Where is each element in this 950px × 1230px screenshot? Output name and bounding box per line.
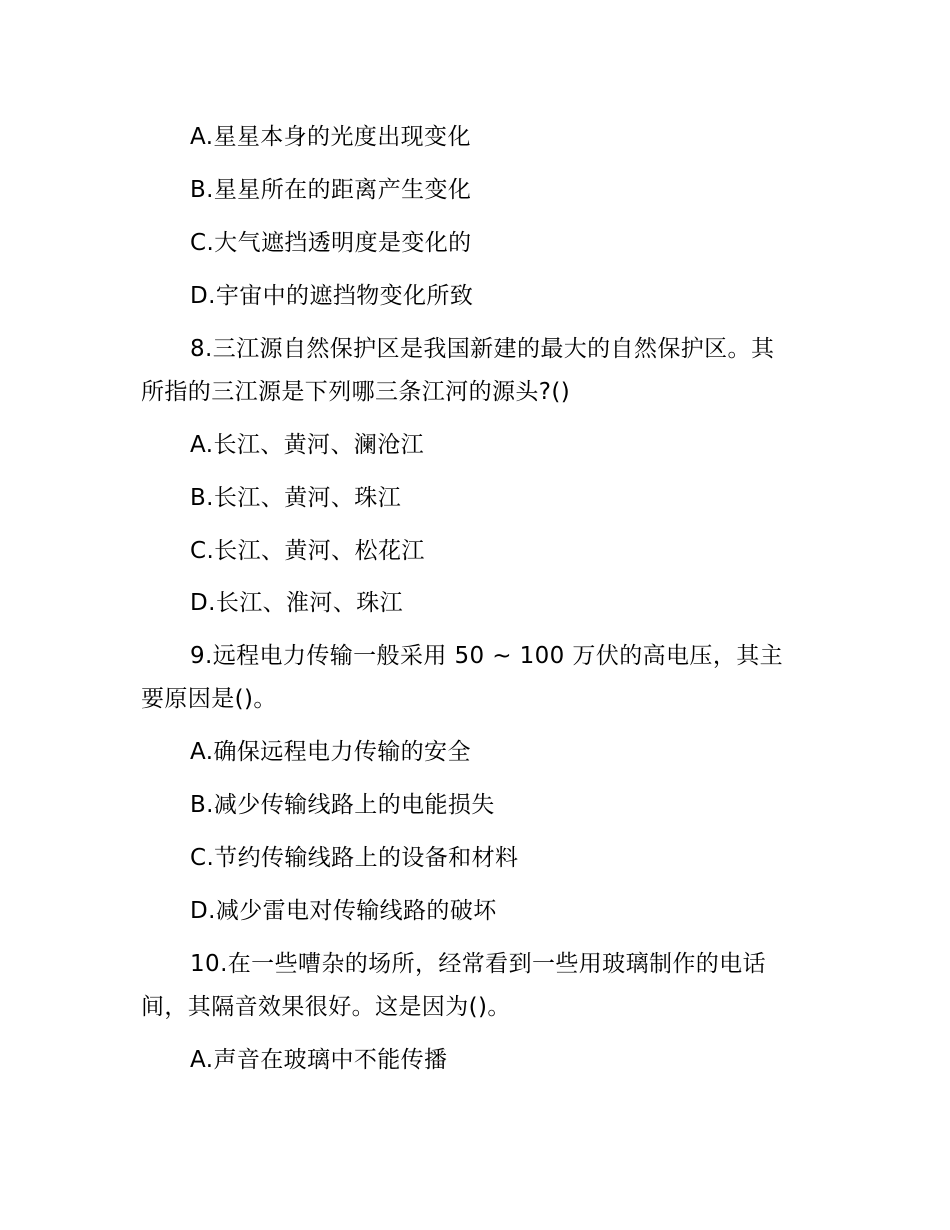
q9-text-line2: 要原因是()。: [141, 686, 277, 712]
q9-text-line1: 9.远程电力传输一般采用 50 ~ 100 万伏的高电压，其主: [190, 643, 784, 669]
q10-text-line2: 间，其隔音效果很好。这是因为()。: [141, 994, 511, 1020]
q9-option-d: D.减少雷电对传输线路的破坏: [190, 898, 497, 924]
q8-option-a: A.长江、黄河、澜沧江: [190, 432, 425, 458]
q8-option-b: B.长江、黄河、珠江: [190, 485, 402, 511]
q7-option-d: D.宇宙中的遮挡物变化所致: [190, 283, 474, 309]
q7-option-a: A.星星本身的光度出现变化: [190, 124, 471, 150]
q7-option-b: B.星星所在的距离产生变化: [190, 177, 472, 203]
q9-option-b: B.减少传输线路上的电能损失: [190, 792, 495, 818]
q10-text-line1: 10.在一些嘈杂的场所，经常看到一些用玻璃制作的电话: [190, 951, 766, 977]
q8-text-line1: 8.三江源自然保护区是我国新建的最大的自然保护区。其: [190, 336, 775, 362]
q7-option-c: C.大气遮挡透明度是变化的: [190, 230, 472, 256]
q10-option-a: A.声音在玻璃中不能传播: [190, 1047, 448, 1073]
q8-text-line2: 所指的三江源是下列哪三条江河的源头?(): [141, 379, 571, 405]
q9-option-a: A.确保远程电力传输的安全: [190, 739, 471, 765]
q8-option-d: D.长江、淮河、珠江: [190, 590, 404, 616]
q8-option-c: C.长江、黄河、松花江: [190, 538, 425, 564]
q9-option-c: C.节约传输线路上的设备和材料: [190, 845, 519, 871]
